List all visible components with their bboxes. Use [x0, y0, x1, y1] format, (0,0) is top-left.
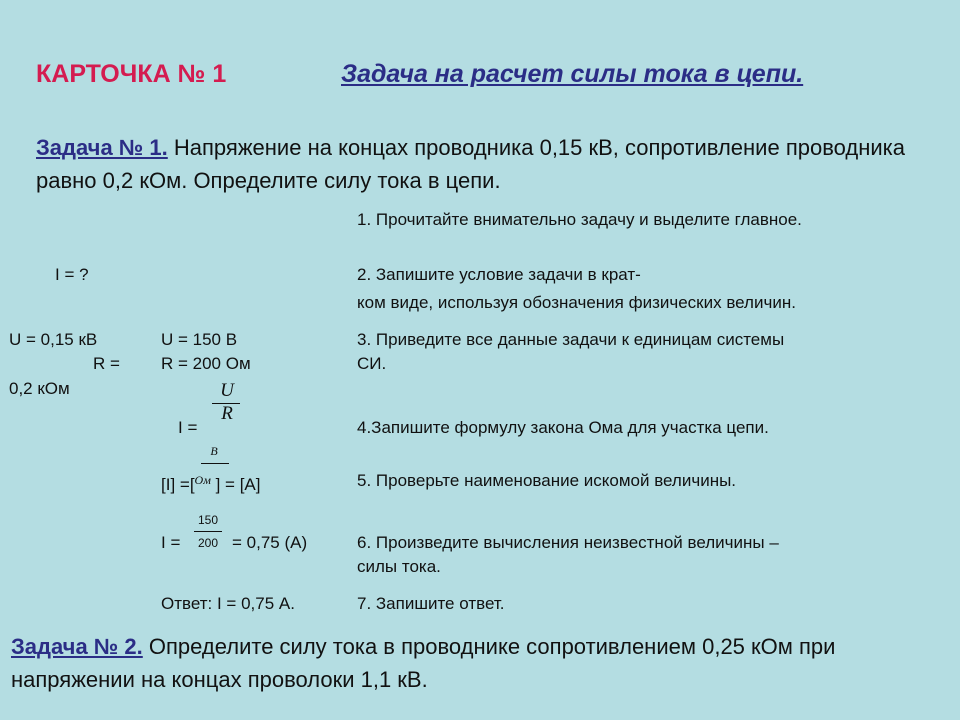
- step-6-continued: силы тока.: [357, 557, 441, 576]
- si-resistance: R = 200 Ом: [161, 354, 251, 373]
- task-2-label: Задача № 2.: [11, 634, 143, 659]
- card-title: Задача на расчет силы тока в цепи.: [341, 60, 804, 88]
- units-suffix: ] = [A]: [210, 475, 261, 494]
- calc-denominator: 200: [197, 536, 219, 550]
- given-unknown: I = ?: [55, 265, 89, 284]
- answer: Ответ: I = 0,75 А.: [161, 594, 295, 613]
- units-denominator: Ом: [194, 473, 211, 487]
- units-numerator: В: [210, 444, 218, 458]
- formula-denominator: R: [221, 403, 233, 424]
- formula-lhs: I =: [178, 418, 198, 437]
- task-1-label: Задача № 1.: [36, 135, 168, 160]
- units-fraction-line: [201, 463, 229, 464]
- step-3-continued: СИ.: [357, 354, 387, 373]
- step-2: 2. Запишите условие задачи в крат-: [357, 265, 641, 284]
- given-resistance-b: 0,2 кОм: [9, 379, 70, 398]
- units-prefix: [I] =[: [161, 475, 195, 494]
- task-2-text: Определите силу тока в проводнике сопротивлением 0,25 кОм при напряжении на концах проволоки 1,1 кВ.: [11, 634, 836, 692]
- units-expression: [161, 468, 260, 497]
- calc-fraction-line: [194, 531, 222, 532]
- given-resistance-a: R =: [93, 354, 120, 373]
- task-1: [36, 131, 956, 197]
- calc-result: = 0,75 (А): [232, 533, 308, 552]
- card-label: КАРТОЧКА № 1: [36, 60, 227, 88]
- si-voltage: U = 150 В: [161, 330, 238, 349]
- given-voltage: U = 0,15 кВ: [9, 330, 98, 349]
- step-5: 5. Проверьте наименование искомой величины.: [357, 471, 737, 490]
- step-4: 4.Запишите формулу закона Ома для участка цепи.: [357, 418, 769, 437]
- formula-numerator: U: [220, 380, 234, 401]
- step-3: 3. Приведите все данные задачи к единицам системы: [357, 330, 785, 349]
- task-2: [11, 630, 941, 696]
- step-6: 6. Произведите вычисления неизвестной величины –: [357, 533, 779, 552]
- step-2-continued: ком виде, используя обозначения физических величин.: [357, 293, 796, 312]
- task-1-text: Напряжение на концах проводника 0,15 кВ, сопротивление проводника равно 0,2 кОм. Определите силу тока в цепи.: [36, 135, 906, 193]
- step-1: 1. Прочитайте внимательно задачу и выделите главное.: [357, 210, 802, 229]
- step-7: 7. Запишите ответ.: [357, 594, 505, 613]
- calc-lhs: I =: [161, 533, 181, 552]
- calc-numerator: 150: [197, 513, 219, 527]
